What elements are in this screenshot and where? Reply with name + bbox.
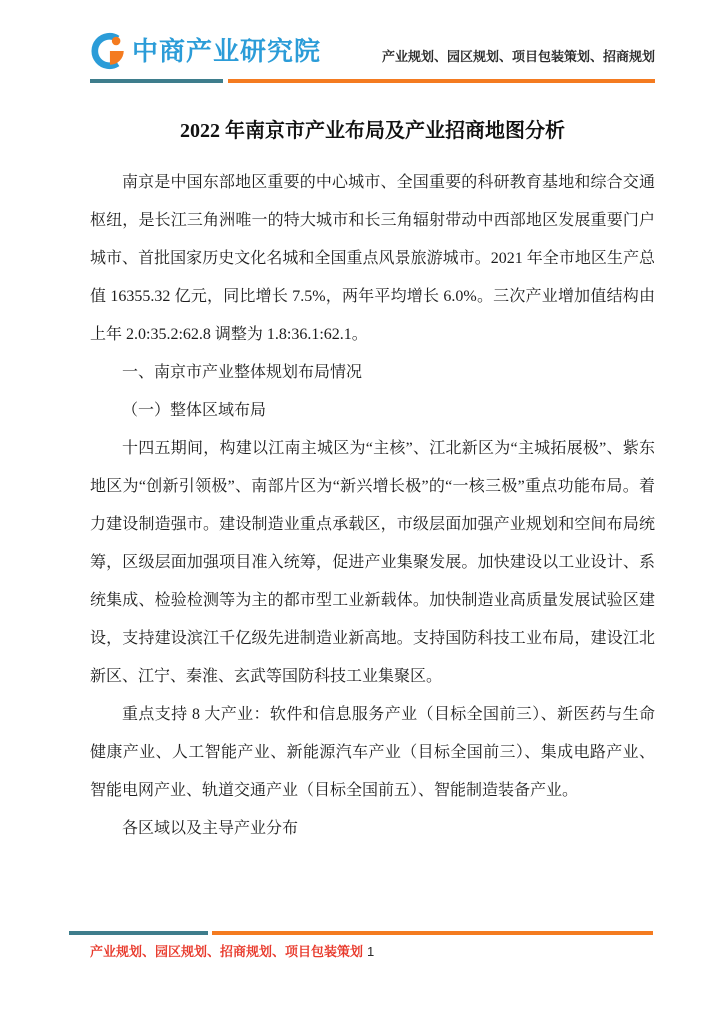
paragraph: 一、南京市产业整体规划布局情况 [122, 364, 363, 381]
paragraph: 南京是中国东部地区重要的中心城市、全国重要的科研教育基地和综合交通枢纽，是长江三角洲唯一的特大城市和长三角辐射带动中西部地区发展重要门户城市、首批国家历史文化名城和全国重点风景旅游城市。2021 年全市地区生产总值 16355.32 亿元，同比增长 7.5%，两年平均增长 6.0%。三次产业增加值结构由上年 2.0:35.2:62.8 调整为 1.8:36.1:62.1。 [90, 174, 655, 343]
footer-divider-orange-segment [212, 931, 653, 935]
page-title: 2022 年南京市产业布局及产业招商地图分析 [180, 120, 565, 142]
document-content [90, 112, 655, 848]
header-tagline: 产业规划、园区规划、项目包装策划、招商规划 [381, 49, 655, 64]
paragraph: （一）整体区域布局 [122, 402, 267, 419]
header-divider-teal-segment [90, 79, 223, 83]
company-logo-icon [90, 32, 128, 70]
footer-divider [69, 931, 653, 935]
page-number: 1 [367, 944, 375, 959]
header-divider-orange-segment [228, 79, 655, 83]
paragraph: 各区域以及主导产业分布 [122, 820, 299, 837]
company-logo-text: 中商产业研究院 [132, 36, 322, 66]
footer [90, 941, 374, 960]
document-body [90, 164, 655, 848]
company-logo [90, 32, 321, 70]
header-divider [90, 79, 655, 83]
footer-divider-teal-segment [69, 931, 208, 935]
footer-tagline: 产业规划、园区规划、招商规划、项目包装策划 [90, 944, 364, 959]
page-header [90, 32, 655, 70]
paragraph: 十四五期间，构建以江南主城区为“主核”、江北新区为“主城拓展极”、紫东地区为“创新引领极”、南部片区为“新兴增长极”的“一核三极”重点功能布局。着力建设制造强市。建设制造业重点承载区，市级层面加强产业规划和空间布局统筹，区级层面加强项目准入统筹，促进产业集聚发展。加快建设以工业设计、系统集成、检验检测等为主的都市型工业新载体。加快制造业高质量发展试验区建设，支持建设滨江千亿级先进制造业新高地。支持国防科技工业布局，建设江北新区、江宁、秦淮、玄武等国防科技工业集聚区。 [90, 440, 655, 685]
paragraph: 重点支持 8 大产业：软件和信息服务产业（目标全国前三）、新医药与生命健康产业、人工智能产业、新能源汽车产业（目标全国前三）、集成电路产业、智能电网产业、轨道交通产业（目标全国前五）、智能制造装备产业。 [90, 706, 655, 799]
